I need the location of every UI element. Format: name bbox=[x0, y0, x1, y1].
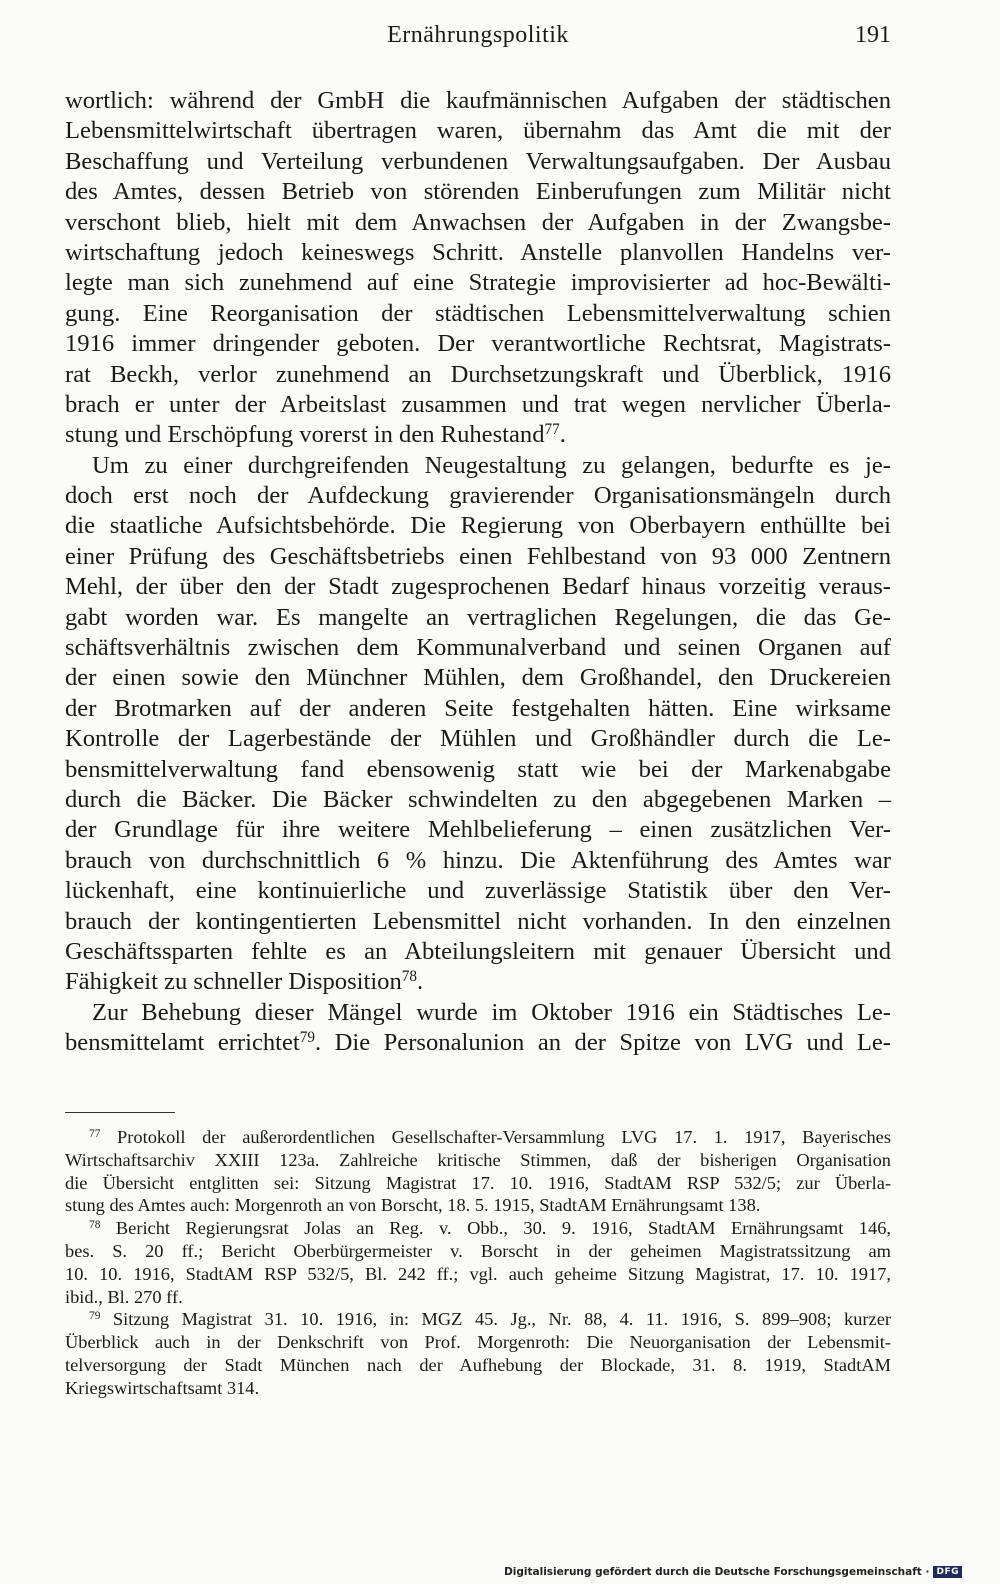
body-line: doch erst noch der Aufdeckung gravierender Organisationsmängeln durch bbox=[65, 482, 891, 510]
body-line: gung. Eine Reorganisation der städtischen Lebensmittelverwaltung schien bbox=[65, 299, 891, 327]
footnote-line: 10. 10. 1916, StadtAM RSP 532/5, Bl. 242 ff.; vgl. auch geheime Sitzung Magistrat, 17. 10. 1917, bbox=[65, 1263, 891, 1284]
footnote-line: Kriegswirtschaftsamt 314. bbox=[65, 1377, 260, 1398]
punctuation: . bbox=[417, 968, 424, 996]
body-line: Lebensmittelwirtschaft übertragen waren, übernahm das Amt die mit der bbox=[65, 117, 891, 145]
footnote-text: Bericht Regierungsrat Jolas an Reg. v. Obb., 30. 9. 1916, StadtAM Ernährungsamt 146, bbox=[115, 1218, 891, 1239]
body-line: der Brotmarken auf der anderen Seite festgehalten hätten. Eine wirksame bbox=[65, 694, 891, 722]
footnote-ref-77[interactable]: 77 bbox=[544, 420, 560, 438]
footnote-ref-78[interactable]: 78 bbox=[401, 967, 417, 985]
body-line: Kontrolle der Lagerbestände der Mühlen und Großhändler durch die Le- bbox=[65, 725, 891, 753]
body-line: wortlich: während der GmbH die kaufmännischen Aufgaben der städtischen bbox=[65, 87, 891, 114]
footnote-line: Wirtschaftsarchiv XXIII 123a. Zahlreiche kritische Stimmen, daß der bisherigen Organisation bbox=[65, 1149, 891, 1170]
page-number: 191 bbox=[855, 22, 891, 48]
page-header bbox=[65, 22, 891, 58]
body-line: die staatliche Aufsichtsbehörde. Die Regierung von Oberbayern enthüllte bei bbox=[65, 512, 891, 540]
credit-text: Digitalisierung gefördert durch die Deutsche Forschungsgemeinschaft · bbox=[504, 1566, 930, 1578]
line-text: Fähigkeit zu schneller Disposition bbox=[65, 968, 402, 996]
body-text bbox=[65, 86, 891, 1059]
footnote-text: Protokoll der außerordentlichen Gesellschafter-Versammlung LVG 17. 1. 1917, Bayerisches bbox=[117, 1127, 891, 1147]
body-line: brauch von durchschnittlich 6 % hinzu. Die Aktenführung des Amtes war bbox=[65, 846, 891, 874]
body-line: durch die Bäcker. Die Bäcker schwindelten zu den abgegebenen Marken – bbox=[65, 785, 891, 813]
footnote-line bbox=[65, 1217, 891, 1240]
body-line: lückenhaft, eine kontinuierliche und zuverlässige Statistik über den Ver- bbox=[65, 877, 891, 905]
body-line bbox=[65, 420, 891, 450]
body-line: wirtschaftung jedoch keineswegs Schritt. Anstelle planvollen Handelns ver- bbox=[65, 238, 891, 266]
footnote-line: die Übersicht entglitten sei: Sitzung Magistrat 17. 10. 1916, StadtAM RSP 532/5; zur Überla- bbox=[65, 1172, 891, 1193]
footnote-text: Sitzung Magistrat 31. 10. 1916, in: MGZ 45. Jg., Nr. 88, 4. 11. 1916, S. 899–908; kurzer bbox=[112, 1309, 891, 1330]
running-title: Ernährungspolitik bbox=[387, 22, 569, 48]
line-text: stung und Erschöpfung vorerst in den Ruhestand bbox=[65, 421, 545, 449]
line-text: bensmittelamt errichtet bbox=[65, 1029, 300, 1057]
body-line: des Amtes, dessen Betrieb von störenden Einberufungen zum Militär nicht bbox=[65, 178, 891, 206]
footnote-separator bbox=[65, 1112, 175, 1113]
body-line: brauch der kontingentierten Lebensmittel nicht vorhanden. In den einzelnen bbox=[65, 907, 891, 935]
body-line: Zur Behebung dieser Mängel wurde im Oktober 1916 ein Städtisches Le- bbox=[92, 998, 891, 1026]
footnote-line: ibid., Bl. 270 ff. bbox=[65, 1286, 183, 1307]
footnote-line bbox=[65, 1126, 891, 1149]
body-line: Mehl, der über den der Stadt zugesprochenen Bedarf hinaus vorzeitig veraus- bbox=[65, 573, 891, 601]
body-line: der Grundlage für ihre weitere Mehlbelieferung – einen zusätzlichen Ver- bbox=[65, 816, 891, 844]
footnote-ref-79[interactable]: 79 bbox=[299, 1028, 315, 1046]
body-line: brach er unter der Arbeitslast zusammen und trat wegen nervlicher Überla- bbox=[65, 390, 891, 418]
body-line: verschont blieb, hielt mit dem Anwachsen der Aufgaben in der Zwangsbe- bbox=[65, 208, 891, 236]
footnote-line: bes. S. 20 ff.; Bericht Oberbürgermeister v. Borscht in der geheimen Magistratssitzung am bbox=[65, 1240, 891, 1261]
body-line: Beschaffung und Verteilung verbundenen Verwaltungsaufgaben. Der Ausbau bbox=[65, 147, 891, 175]
body-line: gabt worden war. Es mangelte an vertraglichen Regelungen, die das Ge- bbox=[65, 603, 891, 631]
digitization-credit bbox=[504, 1566, 962, 1578]
body-line: Um zu einer durchgreifenden Neugestaltung zu gelangen, bedurfte es je- bbox=[92, 451, 891, 479]
body-line: 1916 immer dringender geboten. Der verantwortliche Rechtsrat, Magistrats- bbox=[65, 330, 891, 358]
punctuation: . bbox=[315, 1029, 322, 1057]
footnote-marker-78: 78 bbox=[89, 1218, 101, 1231]
body-line: legte man sich zunehmend auf eine Strategie improvisierter ad hoc-Bewälti- bbox=[65, 269, 891, 297]
body-line: schäftsverhältnis zwischen dem Kommunalverband und seinen Organen auf bbox=[65, 634, 891, 662]
footnote-marker-79: 79 bbox=[89, 1310, 101, 1323]
footnotes bbox=[65, 1126, 891, 1400]
dfg-logo-icon: DFG bbox=[933, 1566, 962, 1578]
body-line bbox=[65, 967, 891, 997]
footnote-line: telversorgung der Stadt München nach der Aufhebung der Blockade, 31. 8. 1919, StadtAM bbox=[65, 1354, 891, 1375]
body-line: der einen sowie den Münchner Mühlen, dem Großhandel, den Druckereien bbox=[65, 664, 891, 692]
body-line bbox=[65, 1028, 891, 1058]
body-line: einer Prüfung des Geschäftsbetriebs einen Fehlbestand von 93 000 Zentnern bbox=[65, 542, 891, 570]
punctuation: . bbox=[559, 421, 566, 449]
body-line: bensmittelverwaltung fand ebensowenig statt wie bei der Markenabgabe bbox=[65, 755, 891, 783]
footnote-line: stung des Amtes auch: Morgenroth an von Borscht, 18. 5. 1915, StadtAM Ernährungsamt 138. bbox=[65, 1195, 761, 1216]
footnote-marker-77: 77 bbox=[89, 1127, 101, 1140]
body-line: rat Beckh, verlor zunehmend an Durchsetzungskraft und Überblick, 1916 bbox=[65, 360, 891, 388]
line-text: Die Personalunion an der Spitze von LVG und Le- bbox=[334, 1029, 891, 1057]
footnote-line: Überblick auch in der Denkschrift von Prof. Morgenroth: Die Neuorganisation der Lebensmit- bbox=[65, 1332, 891, 1353]
footnote-line bbox=[65, 1308, 891, 1331]
body-line: Geschäftssparten fehlte es an Abteilungsleitern mit genauer Übersicht und bbox=[65, 937, 891, 965]
